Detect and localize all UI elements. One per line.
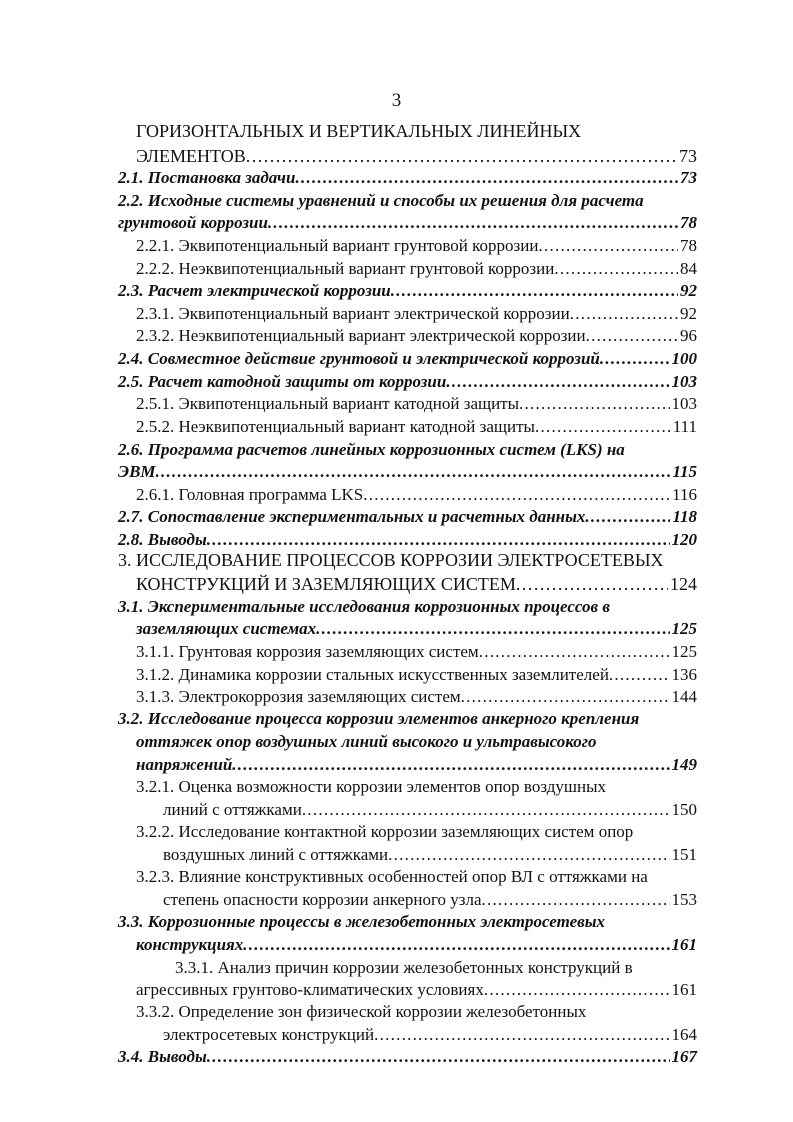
toc-text: 3.2.2. Исследование контактной коррозии заземляющих систем опор (136, 822, 634, 841)
toc-text: 3.1.1. Грунтовая коррозия заземляющих систем (136, 642, 479, 661)
toc-page: 73 (679, 146, 697, 166)
toc-text: электросетевых конструкций (163, 1025, 375, 1044)
page-number: 3 (391, 90, 402, 111)
toc-page: 118 (672, 507, 697, 526)
toc-line[interactable] (118, 279, 697, 303)
toc-line (118, 548, 697, 572)
toc-line[interactable] (136, 617, 697, 641)
toc-line[interactable] (163, 798, 697, 822)
toc-line (118, 438, 697, 462)
toc-page: 167 (671, 1047, 697, 1066)
toc-page: 100 (671, 349, 697, 368)
toc-text: 3.2. Исследование процесса коррозии элементов анкерного крепления (118, 709, 640, 728)
toc-line[interactable] (136, 302, 697, 326)
toc-page: 136 (671, 665, 697, 684)
toc-text: степень опасности коррозии анкерного узла (163, 890, 482, 909)
toc-text: 3.3.2. Определение зон физической коррозии железобетонных (136, 1002, 587, 1021)
toc-text: заземляющих системах (136, 619, 317, 638)
toc-page: 124 (670, 574, 697, 594)
toc-line[interactable] (118, 460, 697, 484)
toc-line[interactable] (163, 843, 697, 867)
toc-page: 161 (671, 980, 697, 999)
toc-line[interactable] (136, 685, 697, 709)
toc-line (118, 595, 697, 619)
toc-line (175, 956, 697, 980)
toc-page: 151 (671, 845, 697, 864)
toc-text: 2.2.1. Эквипотенциальный вариант грунтовой коррозии (136, 236, 539, 255)
toc-text: грунтовой коррозии (118, 213, 268, 232)
toc-line[interactable] (136, 663, 697, 687)
toc-line (136, 775, 683, 799)
toc-text: 3.3. Коррозионные процессы в железобетонных электросетевых (118, 912, 606, 931)
toc-text: 2.1. Постановка задачи (118, 168, 296, 187)
toc-page: 125 (671, 619, 697, 638)
toc-line[interactable] (136, 415, 697, 439)
toc-line[interactable] (136, 144, 697, 168)
toc-line[interactable] (118, 166, 697, 190)
toc-text: 2.3.1. Эквипотенциальный вариант электрической коррозии (136, 304, 570, 323)
toc-line[interactable] (136, 257, 697, 281)
toc-line[interactable] (118, 505, 697, 529)
toc-text: 2.2.2. Неэквипотенциальный вариант грунтовой коррозии (136, 259, 555, 278)
toc-page: 78 (680, 213, 697, 232)
toc-page: 78 (680, 236, 697, 255)
toc-text: 2.4. Совместное действие грунтовой и электрической коррозий (118, 349, 600, 368)
toc-text: 3.2.1. Оценка возможности коррозии элементов опор воздушных (136, 777, 607, 796)
toc-page: 164 (671, 1025, 697, 1044)
toc-text: 2.3. Расчет электрической коррозии (118, 281, 391, 300)
toc-text: конструкциях (136, 935, 244, 954)
toc-line[interactable] (136, 234, 697, 258)
toc-line[interactable] (136, 640, 697, 664)
toc-page: 149 (671, 755, 697, 774)
toc-line[interactable] (118, 347, 697, 371)
toc-page: 103 (671, 394, 697, 413)
toc-text: 3.2.3. Влияние конструктивных особенностей опор ВЛ с оттяжками на (136, 867, 648, 886)
toc-line (136, 820, 683, 844)
toc-page: 96 (680, 326, 697, 345)
toc-line[interactable] (136, 933, 697, 957)
toc-text: 3.3.1. Анализ причин коррозии железобетонных конструкций в (175, 958, 633, 977)
toc-line (136, 1000, 663, 1024)
toc-text: 2.6. Программа расчетов линейных коррозионных систем (LKS) на (118, 440, 625, 459)
toc-line[interactable] (136, 483, 697, 507)
toc-page: 150 (671, 800, 697, 819)
toc-text: 3.1.2. Динамика коррозии стальных искусственных заземлителей (136, 665, 609, 684)
toc-line (118, 707, 727, 731)
toc-line[interactable] (136, 392, 697, 416)
toc-text: ЭЛЕМЕНТОВ (136, 146, 246, 166)
toc-page: 73 (680, 168, 697, 187)
toc-line[interactable] (136, 572, 697, 596)
toc-text: 3.4. Выводы (118, 1047, 207, 1066)
toc-line (136, 119, 697, 143)
toc-line[interactable] (163, 1023, 697, 1047)
toc-line[interactable] (118, 1045, 697, 1069)
toc-line[interactable] (118, 370, 697, 394)
toc-text: оттяжек опор воздушных линий высокого и ультравысокого (136, 732, 597, 751)
toc-line[interactable] (118, 211, 697, 235)
toc-text: 3.1. Экспериментальные исследования коррозионных процессов в (118, 597, 610, 616)
toc-page: 153 (671, 890, 697, 909)
toc-page: 103 (671, 372, 697, 391)
toc-page: 84 (680, 259, 697, 278)
toc-text: КОНСТРУКЦИЙ И ЗАЗЕМЛЯЮЩИХ СИСТЕМ (136, 574, 516, 594)
toc-text: 2.2. Исходные системы уравнений и способы их решения для расчета (118, 191, 644, 210)
toc-page: 125 (671, 642, 697, 661)
toc-line[interactable] (136, 324, 697, 348)
toc-text: 3. ИССЛЕДОВАНИЕ ПРОЦЕССОВ КОРРОЗИИ ЭЛЕКТРОСЕТЕВЫХ (118, 550, 664, 570)
toc-text: 2.5.2. Неэквипотенциальный вариант катодной защиты (136, 417, 535, 436)
toc-page: 115 (672, 462, 697, 481)
toc-text: 3.1.3. Электрокоррозия заземляющих систем (136, 687, 461, 706)
toc-text: воздушных линий с оттяжками (163, 845, 389, 864)
toc-text: напряжений (136, 755, 233, 774)
toc-text: 2.6.1. Головная программа LKS (136, 485, 364, 504)
toc-text: 2.5. Расчет катодной защиты от коррозии (118, 372, 447, 391)
toc-text: ЭВМ (118, 462, 156, 481)
toc-line[interactable] (136, 753, 697, 777)
toc-text: агрессивных грунтово-климатических условиях (136, 980, 484, 999)
toc-text: 2.8. Выводы (118, 530, 207, 549)
toc-text: ГОРИЗОНТАЛЬНЫХ И ВЕРТИКАЛЬНЫХ ЛИНЕЙНЫХ (136, 121, 582, 141)
toc-page: 111 (672, 417, 697, 436)
toc-text: 2.7. Сопоставление экспериментальных и расчетных данных (118, 507, 586, 526)
toc-line (118, 189, 697, 213)
toc-line (118, 910, 697, 934)
toc-page: 92 (680, 304, 697, 323)
toc-line[interactable] (136, 978, 697, 1002)
toc-text: 2.5.1. Эквипотенциальный вариант катодной защиты (136, 394, 520, 413)
toc-line (136, 865, 697, 889)
toc-page: 92 (680, 281, 697, 300)
toc-text: 2.3.2. Неэквипотенциальный вариант электрической коррозии (136, 326, 586, 345)
toc-line (136, 730, 697, 754)
toc-text: линий с оттяжками (163, 800, 302, 819)
toc-line[interactable] (163, 888, 697, 912)
toc-page: 120 (671, 530, 697, 549)
toc-page: 144 (671, 687, 697, 706)
toc-page: 161 (671, 935, 697, 954)
toc-page: 116 (672, 485, 697, 504)
